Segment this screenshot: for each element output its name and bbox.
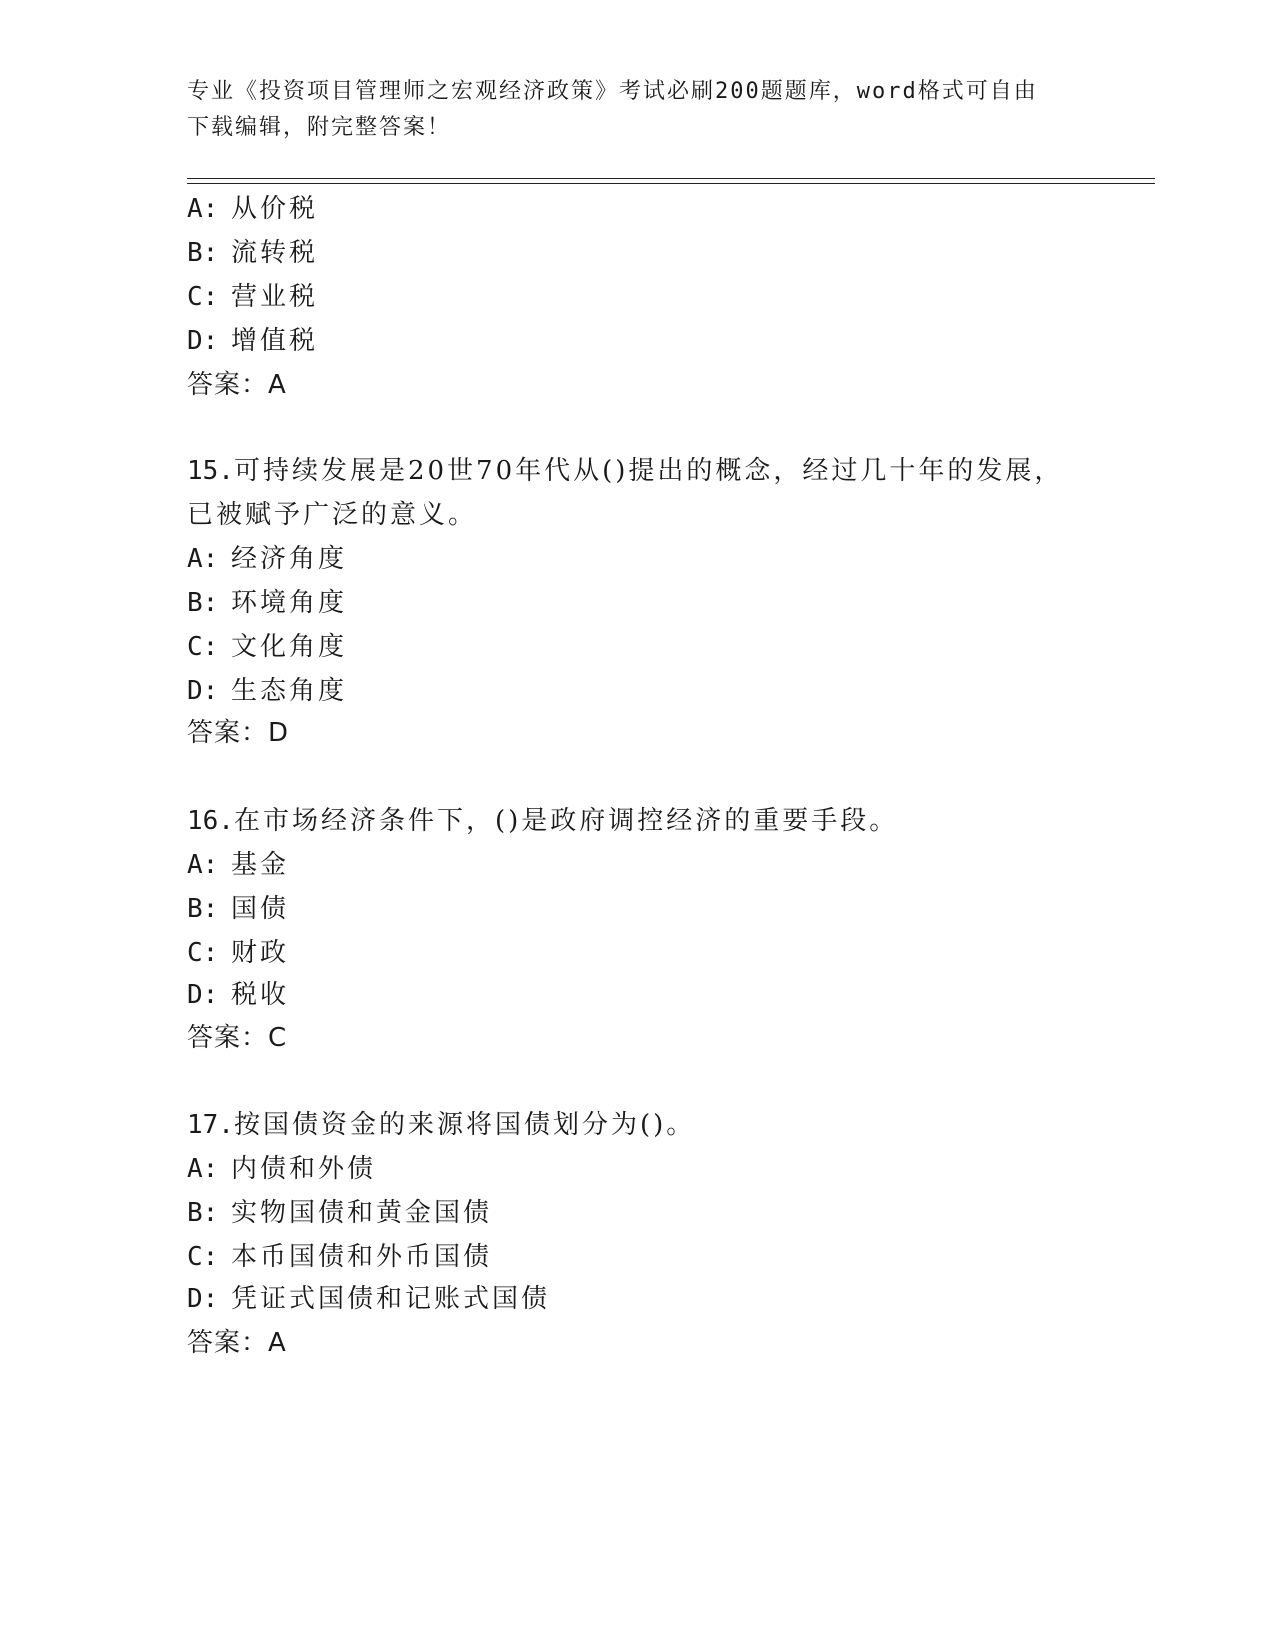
question-text: 可持续发展是20世70年代从()提出的概念，经过几十年的发展， — [233, 456, 1064, 486]
option-text: 流转税 — [231, 238, 319, 268]
q16-option-d — [187, 978, 289, 1012]
q16-option-a — [187, 848, 289, 882]
question-number: 15. — [187, 456, 234, 486]
option-tag: C: — [187, 938, 219, 968]
option-tag: C: — [187, 1242, 219, 1272]
option-text: 本币国债和外币国债 — [231, 1242, 493, 1272]
option-tag: A: — [187, 850, 219, 880]
option-text: 财政 — [231, 938, 290, 968]
option-text: 内债和外债 — [231, 1154, 377, 1184]
option-tag: D: — [187, 676, 219, 706]
option-text: 从价税 — [231, 194, 319, 224]
option-tag: A: — [187, 194, 219, 224]
header-line-1: 专业《投资项目管理师之宏观经济政策》考试必刷200题题库，word格式可自由 — [187, 79, 1038, 104]
document-header — [187, 74, 1067, 146]
option-tag: A: — [187, 544, 219, 574]
q15-option-d — [187, 674, 347, 708]
option-text: 增值税 — [231, 326, 319, 356]
option-tag: C: — [187, 282, 219, 312]
header-rule-bottom — [187, 183, 1155, 184]
q15-option-a — [187, 542, 347, 576]
question-text: 按国债资金的来源将国债划分为()。 — [233, 1110, 696, 1140]
option-tag: B: — [187, 588, 219, 618]
prev-option-b — [187, 236, 318, 270]
option-text: 生态角度 — [231, 676, 348, 706]
option-tag: B: — [187, 894, 219, 924]
q17-option-d — [187, 1282, 550, 1316]
q16-answer: 答案：C — [187, 1023, 288, 1053]
q17-option-b — [187, 1196, 492, 1230]
question-15-line-1 — [187, 454, 1063, 488]
prev-option-c — [187, 280, 318, 314]
option-tag: B: — [187, 1198, 219, 1228]
prev-answer: 答案：A — [187, 370, 287, 400]
q15-answer: 答案：D — [187, 718, 290, 748]
option-text: 文化角度 — [231, 632, 348, 662]
prev-option-a — [187, 192, 318, 226]
header-rule-top — [187, 178, 1155, 179]
option-text: 国债 — [231, 894, 290, 924]
q17-answer: 答案：A — [187, 1328, 287, 1358]
q17-option-a — [187, 1152, 376, 1186]
q16-option-c — [187, 936, 289, 970]
option-tag: D: — [187, 1284, 219, 1314]
option-text: 税收 — [231, 980, 290, 1010]
header-line-2: 下载编辑，附完整答案！ — [187, 115, 452, 140]
question-text: 在市场经济条件下，()是政府调控经济的重要手段。 — [233, 806, 899, 836]
option-text: 凭证式国债和记账式国债 — [231, 1284, 551, 1314]
option-text: 环境角度 — [231, 588, 348, 618]
question-16-line-1 — [187, 804, 898, 838]
option-tag: C: — [187, 632, 219, 662]
option-text: 实物国债和黄金国债 — [231, 1198, 493, 1228]
question-number: 17. — [187, 1110, 234, 1140]
q16-option-b — [187, 892, 289, 926]
q17-option-c — [187, 1240, 492, 1274]
prev-option-d — [187, 324, 318, 358]
option-text: 营业税 — [231, 282, 319, 312]
option-tag: A: — [187, 1154, 219, 1184]
option-tag: B: — [187, 238, 219, 268]
question-17-line-1 — [187, 1108, 695, 1142]
q15-option-b — [187, 586, 347, 620]
option-text: 经济角度 — [231, 544, 348, 574]
q15-option-c — [187, 630, 347, 664]
option-tag: D: — [187, 980, 219, 1010]
option-text: 基金 — [231, 850, 290, 880]
question-number: 16. — [187, 806, 234, 836]
option-tag: D: — [187, 326, 219, 356]
question-15-line-2: 已被赋予广泛的意义。 — [187, 500, 478, 530]
